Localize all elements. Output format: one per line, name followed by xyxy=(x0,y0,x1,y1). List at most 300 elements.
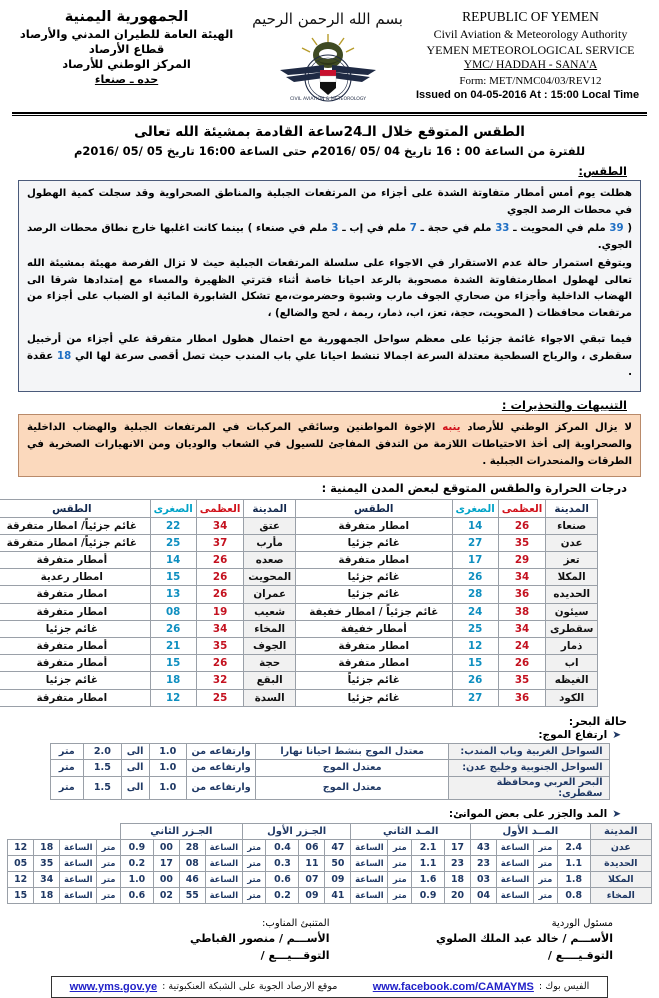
city-name-right: سيئون xyxy=(546,603,598,620)
tide-ebb2-minute: 18 xyxy=(34,839,60,855)
tide-flood2-height-unit: متر xyxy=(388,887,412,903)
agency-logo-icon xyxy=(241,32,414,104)
max-temp-left: 35 xyxy=(196,637,244,654)
header-weather-right: الطقس xyxy=(295,500,452,517)
tide-ebb1-height-unit: متر xyxy=(242,855,266,871)
max-temp-right: 26 xyxy=(498,517,546,534)
sea-wave-state: معتدل الموج xyxy=(256,776,449,799)
tide-ebb2-height-unit: متر xyxy=(97,871,121,887)
sea-zone-name: السواحل الجنوبية وخليج عدن: xyxy=(449,760,609,777)
tide-ebb2-minute: 34 xyxy=(34,871,60,887)
city-name-right: سقطرى xyxy=(546,620,598,637)
min-temp-right: 15 xyxy=(452,655,498,672)
table-row xyxy=(0,534,598,551)
max-temp-right: 29 xyxy=(498,552,546,569)
shift-supervisor-signature-block xyxy=(330,918,614,962)
tide-flood1-height-unit: متر xyxy=(534,839,558,855)
signatures-area xyxy=(46,918,613,962)
sea-state-table-body xyxy=(50,743,609,799)
tide-flood1-minute: 43 xyxy=(471,839,497,855)
min-temp-right: 25 xyxy=(452,620,498,637)
tide-ebb2-height: 1.0 xyxy=(120,871,153,887)
weather-desc-right: غائم جزئيا xyxy=(295,534,452,551)
tide-ebb2-hour: 15 xyxy=(8,887,34,903)
tide-row xyxy=(8,871,652,887)
page-title: الطقس المتوقع خلال الـ24ساعة القادمة بمشيئة الله تعالى xyxy=(134,124,525,140)
weather-desc-right: غائم جزئيا xyxy=(295,569,452,586)
tide-ebb2-hour: 12 xyxy=(8,839,34,855)
form-number: Form: MET/NMC04/03/REV12 xyxy=(459,74,602,87)
city-name-left: شعيب xyxy=(244,603,296,620)
city-name-left: صعده xyxy=(244,552,296,569)
org-name-arabic: الجمهورية اليمنية xyxy=(64,9,189,25)
shift-supervisor-caption: مسئول الوردية xyxy=(551,917,613,929)
sea-height-to-label: الى xyxy=(121,776,149,799)
tide-ebb2-time-label: الساعة xyxy=(60,855,97,871)
tide-flood1-time-label: الساعة xyxy=(496,855,533,871)
max-temp-left: 32 xyxy=(196,672,244,689)
wave-height-label-row xyxy=(6,729,621,741)
tide-flood1-hour: 20 xyxy=(445,887,471,903)
sea-height-to-label: الى xyxy=(121,760,149,777)
min-temp-right: 27 xyxy=(452,534,498,551)
forecaster-name: الأســـم / منصور القباطي xyxy=(190,931,330,945)
tide-ebb1-height-unit: متر xyxy=(242,887,266,903)
sea-zone-name: السواحل الغربية وباب المندب: xyxy=(449,743,609,760)
tide-ebb2-time-label: الساعة xyxy=(60,839,97,855)
city-name-right: صنعاء xyxy=(546,517,598,534)
weather-paragraph-2: ويتوقع استمرار حالة عدم الاستقرار في الاجواء على سلسلة المرتفعات الجبلية حيث لا تزال الفرصة مهيئة بمشيئة الله تعالى لهطول امطارمتفاوتة الشدة مصحوبة بالرعد احيانا خاصة أثناء فترتي الظهيرة والمساء مع إمتدادها شرقا الى الهضاب الداخلية وأجزاء من صحاري الجوف مارب وشبوة وحضرموت،مع تشكل الشابورة المائية او الضباب على أجزاء من مرتفعات محافظات ( المحويت، حجة، تعز، اب، ذمار، ريمة ، لحج والضالع) ، xyxy=(27,258,632,319)
tide-ebb1-minute: 46 xyxy=(179,871,205,887)
sea-zone-name: البحر العربي ومحافظة سقطرى: xyxy=(449,776,609,799)
city-name-right: اب xyxy=(546,655,598,672)
sea-height-from-label: وارتفاعه من xyxy=(187,743,256,760)
city-name-right: الغيظه xyxy=(546,672,598,689)
tide-flood1-minute: 23 xyxy=(471,855,497,871)
min-temp-left: 25 xyxy=(150,534,196,551)
bullet-arrow-icon: ➤ xyxy=(612,728,621,741)
min-temp-left: 22 xyxy=(150,517,196,534)
sea-row xyxy=(50,743,609,760)
tide-ebb1-hour: 00 xyxy=(153,839,179,855)
max-wind-knots: 18 xyxy=(57,350,72,362)
max-temp-right: 26 xyxy=(498,655,546,672)
header-max-left: العظمى xyxy=(196,500,244,517)
sea-row xyxy=(50,760,609,777)
tide-table-body xyxy=(8,839,652,903)
weather-desc-left: غائم جزئيا xyxy=(0,672,150,689)
tide-header-ebb1: الجـزر الأول xyxy=(242,823,350,839)
weather-desc-left: غائم جزئيا xyxy=(0,620,150,637)
facebook-cell xyxy=(373,981,590,993)
rain-text-1: ملم في المحويت ـ xyxy=(509,223,610,235)
tide-ebb1-hour: 02 xyxy=(153,887,179,903)
tide-flood1-time-label: الساعة xyxy=(496,887,533,903)
tide-header-row xyxy=(8,823,652,839)
table-row xyxy=(0,569,598,586)
weather-desc-left: امطار متفرقة xyxy=(0,689,150,706)
knots-unit: عقدة . xyxy=(27,350,632,379)
tide-ebb1-hour: 17 xyxy=(153,855,179,871)
warning-text-pre: لا يزال المركز الوطني للأرصاد xyxy=(460,421,632,433)
table-row xyxy=(0,637,598,654)
tide-flood1-height: 1.1 xyxy=(557,855,590,871)
weather-desc-right: غائم جزئيا xyxy=(295,689,452,706)
header-weather-left: الطقس xyxy=(0,500,150,517)
tide-flood1-time-label: الساعة xyxy=(496,839,533,855)
sea-height-from: 1.0 xyxy=(149,743,186,760)
city-name-left: عمران xyxy=(244,586,296,603)
rain-mm-sanaa: 3 xyxy=(331,223,339,235)
tide-flood2-hour: 11 xyxy=(299,855,325,871)
city-name-left: الجوف xyxy=(244,637,296,654)
max-temp-right: 35 xyxy=(498,672,546,689)
tide-ebb1-height: 0.2 xyxy=(266,887,299,903)
bullet-arrow-icon-2: ➤ xyxy=(612,807,621,820)
tide-flood2-height: 1.6 xyxy=(412,871,445,887)
sea-state-heading: حالة البحر: xyxy=(568,714,627,728)
authority-name-english: Civil Aviation & Meteorology Authority xyxy=(433,27,628,42)
tide-flood2-height: 0.9 xyxy=(412,887,445,903)
city-name-right: الحديده xyxy=(546,586,598,603)
sea-height-unit: متر xyxy=(50,760,84,777)
tide-city-name: الحديدة xyxy=(590,855,651,871)
warning-keyword-highlight: ينبه xyxy=(442,421,461,433)
tide-flood2-minute: 41 xyxy=(325,887,351,903)
weather-desc-right: غائم جزئياً xyxy=(295,672,452,689)
rain-mm-hajjah: 33 xyxy=(495,223,510,235)
header-min-left: الصغرى xyxy=(150,500,196,517)
weather-description-box xyxy=(18,180,641,392)
facebook-label: الفيس بوك : xyxy=(538,981,590,993)
tide-ebb1-height: 0.4 xyxy=(266,839,299,855)
max-temp-left: 26 xyxy=(196,552,244,569)
tide-header-ebb2: الجـزر الثاني xyxy=(120,823,242,839)
min-temp-left: 14 xyxy=(150,552,196,569)
facebook-link[interactable]: www.facebook.com/CAMAYMS xyxy=(372,980,534,993)
sea-height-from-label: وارتفاعه من xyxy=(187,760,256,777)
svg-text:CIVIL AVIATION & METEOROLOGY: CIVIL AVIATION & METEOROLOGY xyxy=(289,97,366,102)
weather-section-label: الطقس: xyxy=(578,164,627,178)
max-temp-right: 34 xyxy=(498,569,546,586)
max-temp-left: 34 xyxy=(196,620,244,637)
max-temp-left: 26 xyxy=(196,586,244,603)
weather-desc-right: أمطار خفيفة xyxy=(295,620,452,637)
location-arabic: حده ـ صنعاء xyxy=(94,72,159,86)
tide-ebb1-hour: 00 xyxy=(153,871,179,887)
tide-ebb2-height-unit: متر xyxy=(97,887,121,903)
header-english-block xyxy=(414,8,647,103)
city-name-right: تعز xyxy=(546,552,598,569)
table-row xyxy=(0,603,598,620)
tide-flood1-height-unit: متر xyxy=(534,855,558,871)
tide-flood2-time-label: الساعة xyxy=(351,887,388,903)
min-temp-right: 28 xyxy=(452,586,498,603)
max-temp-left: 34 xyxy=(196,517,244,534)
warning-text-post: الإخوة المواطنين وسائقي المركبات في المرتفعات الجبلية والهضاب الداخلية والصحراوية إلى أخذ الاحتياطات اللازمة من التدفق المفاجئ للسيول في الشعاب والوديان ومن الانهيارات الصخرية في الطرقات والمنحدرات الجبلية . xyxy=(27,421,632,467)
city-name-right: عدن xyxy=(546,534,598,551)
min-temp-left: 21 xyxy=(150,637,196,654)
tide-flood2-height: 2.1 xyxy=(412,839,445,855)
tide-ebb2-height: 0.2 xyxy=(120,855,153,871)
header-max-right: العظمى xyxy=(498,500,546,517)
temperature-table-body xyxy=(0,517,598,706)
tide-flood2-hour: 09 xyxy=(299,887,325,903)
max-temp-left: 37 xyxy=(196,534,244,551)
city-name-left: حجة xyxy=(244,655,296,672)
weather-desc-left: غائم جزئياً/ امطار متفرقة xyxy=(0,534,150,551)
temperature-table-caption: درجات الحرارة والطقس المتوقع لبعض المدن اليمنية : xyxy=(321,481,627,496)
table-header-row xyxy=(0,500,598,517)
sea-height-to: 1.5 xyxy=(84,760,121,777)
sea-wave-state: معتدل الموج بنشط احيانا نهارا xyxy=(256,743,449,760)
min-temp-left: 08 xyxy=(150,603,196,620)
tide-flood1-hour: 23 xyxy=(445,855,471,871)
forecaster-caption: المتنبئ المناوب: xyxy=(262,917,330,929)
city-name-right: الكود xyxy=(546,689,598,706)
rain-mm-ibb: 7 xyxy=(409,223,417,235)
basmala-calligraphy: بسم الله الرحمن الرحيم xyxy=(252,10,403,28)
rain-text-2: ملم في حجة ـ xyxy=(416,223,496,235)
max-temp-right: 36 xyxy=(498,586,546,603)
rain-text-3: ملم في إب ـ xyxy=(338,223,410,235)
tide-ebb2-height-unit: متر xyxy=(97,855,121,871)
tide-ebb1-height-unit: متر xyxy=(242,871,266,887)
city-name-left: المخاء xyxy=(244,620,296,637)
weather-desc-right: غائم جزئيا xyxy=(295,586,452,603)
rain-text-4: ملم في صنعاء ) بينما كانت اغلبها خارج نطاق محطات الرصد الجوي. xyxy=(27,223,632,251)
tide-flood2-height-unit: متر xyxy=(388,839,412,855)
tide-flood1-height-unit: متر xyxy=(534,871,558,887)
sea-wave-state: معتدل الموج xyxy=(256,760,449,777)
tide-ebb1-time-label: الساعة xyxy=(205,839,242,855)
footer-links-bar xyxy=(51,976,608,998)
tide-flood1-height: 0.8 xyxy=(557,887,590,903)
tide-city-name: عدن xyxy=(590,839,651,855)
weather-desc-left: امطار متفرقة xyxy=(0,603,150,620)
sea-height-from: 1.0 xyxy=(149,776,186,799)
header-city-left: المدينة xyxy=(244,500,296,517)
tide-ebb1-minute: 08 xyxy=(179,855,205,871)
coastal-text: فيما تبقي الاجواء غائمة جزئيا على معظم سواحل الجمهورية مع احتمال هطول امطار متفرقة علي أجزاء من أرخبيل سقطرى ، والرياح السطحية معتدلة السرعة اجمالا تنشط احيانا علي باب المندب حيث تصل أقصى سرعة لها الي xyxy=(27,334,632,362)
tide-flood1-height-unit: متر xyxy=(534,887,558,903)
wave-height-label: ارتفاع الموج: xyxy=(538,728,608,741)
weather-paragraph-1b xyxy=(27,221,632,254)
rain-mm-mahweet: 39 xyxy=(609,223,624,235)
sea-height-to-label: الى xyxy=(121,743,149,760)
header-arabic-block xyxy=(12,8,241,87)
min-temp-right: 26 xyxy=(452,672,498,689)
tide-city-name: المكلا xyxy=(590,871,651,887)
issued-on-line: Issued on 04-05-2016 At : 15:00 Local Time xyxy=(415,89,640,102)
tide-flood2-time-label: الساعة xyxy=(351,839,388,855)
header-logo-block xyxy=(241,8,414,104)
weather-desc-right: غائم جزئياً / امطار خفيفة xyxy=(295,603,452,620)
office-location-english: YMC/ HADDAH - SANA'A xyxy=(463,59,598,72)
weather-desc-right: امطار متفرقة xyxy=(295,517,452,534)
website-cell xyxy=(70,981,338,993)
sea-height-to: 1.5 xyxy=(84,776,121,799)
tide-ebb2-hour: 05 xyxy=(8,855,34,871)
tide-ebb1-height: 0.3 xyxy=(266,855,299,871)
forecast-period: للفترة من الساعة 00 : 16 تاريخ 04 /05 /2016م حتى الساعة 16:00 تاريخ 05 /05 /2016م xyxy=(73,144,586,158)
weather-desc-left: امطار رعدية xyxy=(0,569,150,586)
tide-row xyxy=(8,887,652,903)
rain-amounts-open: ( xyxy=(623,223,632,235)
city-name-left: السدة xyxy=(244,689,296,706)
city-name-left: البقع xyxy=(244,672,296,689)
weather-desc-right: امطار متفرقة xyxy=(295,637,452,654)
tide-ebb1-time-label: الساعة xyxy=(205,871,242,887)
tide-ebb1-time-label: الساعة xyxy=(205,855,242,871)
tide-flood2-height-unit: متر xyxy=(388,871,412,887)
weather-desc-left: أمطار متفرقة xyxy=(0,655,150,672)
min-temp-left: 15 xyxy=(150,569,196,586)
tide-table xyxy=(7,823,652,904)
max-temp-right: 35 xyxy=(498,534,546,551)
weather-paragraph-3 xyxy=(27,332,632,382)
forecast-title-block xyxy=(6,124,653,158)
sea-height-from: 1.0 xyxy=(149,760,186,777)
weather-desc-left: أمطار متفرقة xyxy=(0,552,150,569)
tide-row xyxy=(8,855,652,871)
table-row xyxy=(0,655,598,672)
tide-ebb2-hour: 12 xyxy=(8,871,34,887)
tide-flood1-minute: 04 xyxy=(471,887,497,903)
min-temp-left: 13 xyxy=(150,586,196,603)
table-row xyxy=(0,517,598,534)
temperature-table-wrapper xyxy=(6,499,598,706)
tide-flood1-height: 1.8 xyxy=(557,871,590,887)
table-row xyxy=(0,552,598,569)
city-name-left: عتق xyxy=(244,517,296,534)
tide-flood1-hour: 18 xyxy=(445,871,471,887)
tide-ebb2-minute: 18 xyxy=(34,887,60,903)
max-temp-right: 24 xyxy=(498,637,546,654)
tide-flood2-hour: 06 xyxy=(299,839,325,855)
tide-ebb2-time-label: الساعة xyxy=(60,871,97,887)
header-divider-thin xyxy=(12,115,647,116)
tide-flood1-height: 2.4 xyxy=(557,839,590,855)
tide-flood1-hour: 17 xyxy=(445,839,471,855)
shift-supervisor-signature-line: التوقـيــــع / xyxy=(547,948,613,962)
max-temp-right: 34 xyxy=(498,620,546,637)
tide-ebb1-minute: 55 xyxy=(179,887,205,903)
min-temp-right: 17 xyxy=(452,552,498,569)
sea-height-from-label: وارتفاعه من xyxy=(187,776,256,799)
tide-ebb2-height: 0.9 xyxy=(120,839,153,855)
tide-flood2-time-label: الساعة xyxy=(351,855,388,871)
max-temp-left: 19 xyxy=(196,603,244,620)
tide-flood2-height-unit: متر xyxy=(388,855,412,871)
max-temp-left: 25 xyxy=(196,689,244,706)
min-temp-right: 24 xyxy=(452,603,498,620)
max-temp-right: 38 xyxy=(498,603,546,620)
weather-desc-right: امطار متفرقة xyxy=(295,552,452,569)
sea-height-to: 2.0 xyxy=(84,743,121,760)
service-name-english: YEMEN METEOROLOGICAL SERVICE xyxy=(426,43,635,58)
tide-ebb1-time-label: الساعة xyxy=(205,887,242,903)
weather-desc-left: غائم جزئياً/ امطار متفرقة xyxy=(0,517,150,534)
document-header xyxy=(6,4,653,112)
website-label: موقع الارصاد الجوية على الشبكة العنكبوتية : xyxy=(162,981,338,993)
tide-ebb1-height: 0.6 xyxy=(266,871,299,887)
header-divider-thick xyxy=(12,112,647,114)
max-temp-left: 26 xyxy=(196,569,244,586)
country-name-english: REPUBLIC OF YEMEN xyxy=(462,9,599,24)
min-temp-left: 12 xyxy=(150,689,196,706)
tide-flood1-time-label: الساعة xyxy=(496,871,533,887)
sector-name-arabic: قطاع الأرصاد xyxy=(88,42,165,57)
table-row xyxy=(0,586,598,603)
tide-flood2-minute: 09 xyxy=(325,871,351,887)
min-temp-right: 26 xyxy=(452,569,498,586)
header-city-right: المدينة xyxy=(546,500,598,517)
tide-heading: المد والجزر على بعض الموانئ: xyxy=(448,807,608,820)
tide-row xyxy=(8,839,652,855)
weather-desc-left: امطار متفرقة xyxy=(0,586,150,603)
temperature-table xyxy=(0,499,598,706)
tide-flood2-hour: 07 xyxy=(299,871,325,887)
min-temp-left: 26 xyxy=(150,620,196,637)
min-temp-left: 18 xyxy=(150,672,196,689)
header-min-right: الصغرى xyxy=(452,500,498,517)
min-temp-left: 15 xyxy=(150,655,196,672)
weather-desc-left: أمطار متفرقة xyxy=(0,637,150,654)
sea-row xyxy=(50,776,609,799)
tide-ebb2-minute: 35 xyxy=(34,855,60,871)
tide-ebb1-minute: 28 xyxy=(179,839,205,855)
tide-ebb2-height-unit: متر xyxy=(97,839,121,855)
weather-paragraph-gap xyxy=(27,324,632,332)
tide-flood2-minute: 47 xyxy=(325,839,351,855)
shift-supervisor-name: الأســـم / خالد عبد الملك الصلوي xyxy=(436,931,613,945)
city-name-right: ذمار xyxy=(546,637,598,654)
weather-desc-right: امطار متفرقة xyxy=(295,655,452,672)
tide-header-flood1: المــد الأول xyxy=(471,823,591,839)
city-name-left: المحويت xyxy=(244,569,296,586)
table-row xyxy=(0,672,598,689)
weather-paragraph-1a: هطلت يوم أمس أمطار متفاوتة الشدة على أجزاء من المرتفعات الجبلية والمناطق الصحراوية وقد سجلت كمية الهطول في محطات الرصد الجوي xyxy=(27,188,632,216)
sea-height-unit: متر xyxy=(50,776,84,799)
tide-label-row xyxy=(6,808,621,820)
authority-name-arabic: الهيئة العامة للطيران المدني والأرصاد xyxy=(19,27,234,42)
min-temp-right: 27 xyxy=(452,689,498,706)
tide-header-flood2: المـد الثاني xyxy=(351,823,471,839)
tide-ebb1-height-unit: متر xyxy=(242,839,266,855)
table-row xyxy=(0,620,598,637)
tide-flood2-time-label: الساعة xyxy=(351,871,388,887)
tide-ebb2-time-label: الساعة xyxy=(60,887,97,903)
sea-state-table xyxy=(50,743,610,800)
min-temp-right: 14 xyxy=(452,517,498,534)
table-row xyxy=(0,689,598,706)
website-link[interactable]: www.yms.gov.ye xyxy=(69,980,158,993)
tide-ebb2-height: 0.6 xyxy=(120,887,153,903)
forecaster-signature-block xyxy=(46,918,330,962)
max-temp-left: 26 xyxy=(196,655,244,672)
center-name-arabic: المركز الوطني للأرصاد xyxy=(62,57,191,72)
tide-city-name: المخاء xyxy=(590,887,651,903)
tide-header-city: المدينة xyxy=(590,823,651,839)
warnings-box xyxy=(18,414,641,478)
tide-flood2-height: 1.1 xyxy=(412,855,445,871)
city-name-left: مأرب xyxy=(244,534,296,551)
sea-height-unit: متر xyxy=(50,743,84,760)
max-temp-right: 36 xyxy=(498,689,546,706)
tide-flood1-minute: 03 xyxy=(471,871,497,887)
forecaster-signature-line: التوقـــيـــع / xyxy=(260,948,330,962)
